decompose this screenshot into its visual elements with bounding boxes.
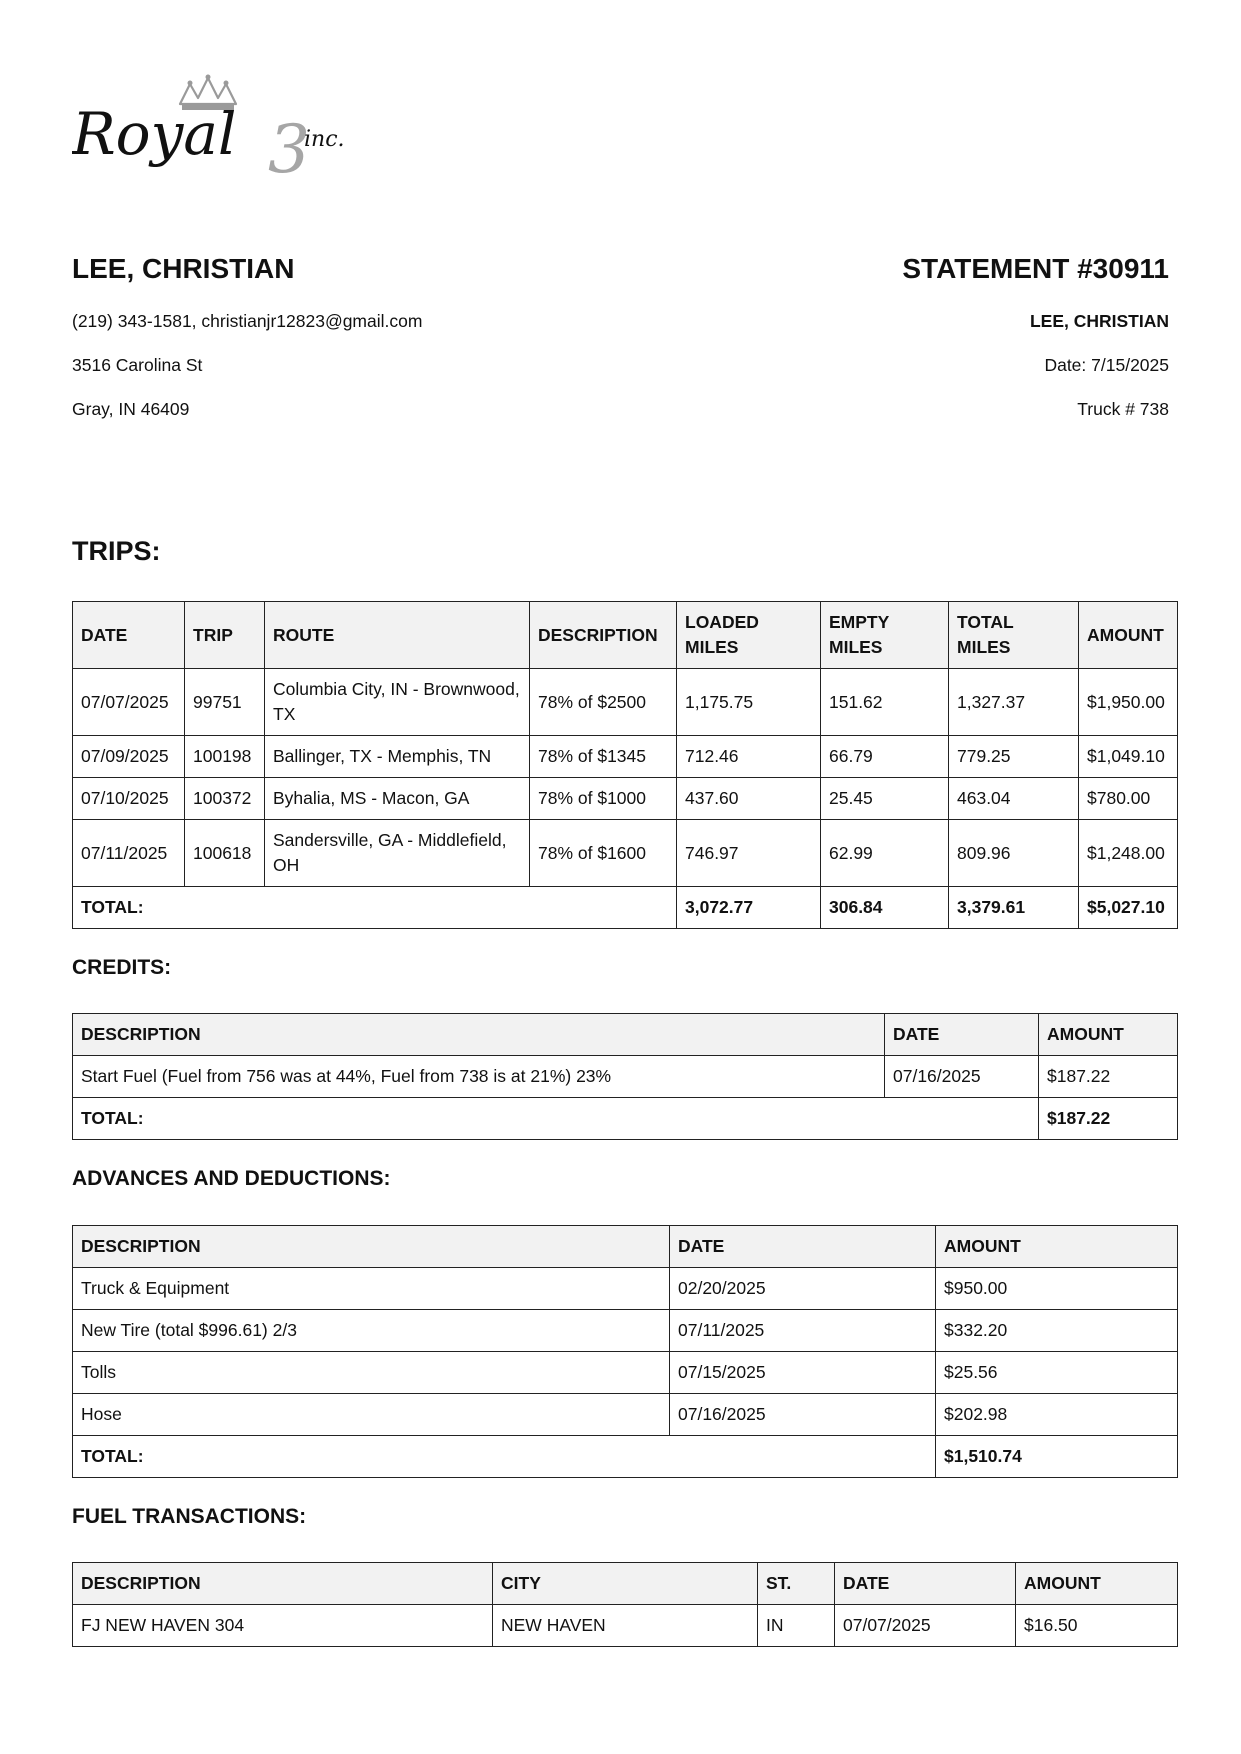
trips-total-loaded: 3,072.77 [677,887,821,929]
trip-total-miles: 1,327.37 [949,669,1079,736]
credit-amount: $187.22 [1039,1056,1178,1098]
deductions-total-label: TOTAL: [73,1436,936,1478]
statement-name: LEE, CHRISTIAN [1029,311,1169,331]
trip-date: 07/07/2025 [73,669,185,736]
trip-date: 07/11/2025 [73,820,185,887]
deduction-amount: $25.56 [936,1352,1178,1394]
driver-address-line1: 3516 Carolina St [72,355,203,375]
deduction-amount: $332.20 [936,1310,1178,1352]
deductions-header-row [73,1226,1178,1268]
trip-number: 100618 [185,820,265,887]
fuel-amount: $16.50 [1016,1605,1178,1647]
trips-header-description: DESCRIPTION [530,602,677,669]
deductions-total-amount: $1,510.74 [936,1436,1178,1478]
trip-amount: $1,049.10 [1079,736,1178,778]
trips-header-trip: TRIP [185,602,265,669]
deductions-title: ADVANCES AND DEDUCTIONS: [72,1167,391,1190]
deductions-header-date: DATE [670,1226,936,1268]
svg-text:3: 3 [268,111,310,188]
deduction-date: 07/11/2025 [670,1310,936,1352]
statement-truck: Truck # 738 [1077,399,1169,419]
fuel-date: 07/07/2025 [835,1605,1016,1647]
trip-number: 99751 [185,669,265,736]
trips-table [72,601,1178,929]
trip-description: 78% of $1000 [530,778,677,820]
trip-route: Columbia City, IN - Brownwood, TX [265,669,530,736]
trip-route: Ballinger, TX - Memphis, TN [265,736,530,778]
fuel-state: IN [758,1605,835,1647]
fuel-table [72,1562,1178,1647]
trip-loaded-miles: 712.46 [677,736,821,778]
trips-header-date: DATE [73,602,185,669]
driver-address-line2: Gray, IN 46409 [72,399,190,419]
driver-name: LEE, CHRISTIAN [72,253,295,284]
fuel-header-state: ST. [758,1563,835,1605]
trip-number: 100198 [185,736,265,778]
trip-description: 78% of $1600 [530,820,677,887]
deductions-total-row [73,1436,1178,1478]
driver-contact: (219) 343-1581, christianjr12823@gmail.com [72,311,423,331]
deductions-header-description: DESCRIPTION [73,1226,670,1268]
trip-loaded-miles: 746.97 [677,820,821,887]
deduction-date: 07/16/2025 [670,1394,936,1436]
table-row [73,669,1178,736]
fuel-header-description: DESCRIPTION [73,1563,493,1605]
trip-amount: $1,950.00 [1079,669,1178,736]
trips-header-total-miles: TOTAL MILES [949,602,1079,669]
fuel-header-city: CITY [493,1563,758,1605]
trip-empty-miles: 62.99 [821,820,949,887]
trip-amount: $1,248.00 [1079,820,1178,887]
statement-date: Date: 7/15/2025 [1044,355,1169,375]
fuel-header-amount: AMOUNT [1016,1563,1178,1605]
trips-total-label: TOTAL: [73,887,677,929]
trip-amount: $780.00 [1079,778,1178,820]
driver-info [72,250,422,420]
svg-text:Royal: Royal [72,100,237,168]
fuel-title: FUEL TRANSACTIONS: [72,1505,307,1528]
table-row [73,1352,1178,1394]
trips-header-amount: AMOUNT [1079,602,1178,669]
trip-number: 100372 [185,778,265,820]
deduction-description: Tolls [73,1352,670,1394]
trip-loaded-miles: 437.60 [677,778,821,820]
trip-route: Sandersville, GA - Middlefield, OH [265,820,530,887]
trip-loaded-miles: 1,175.75 [677,669,821,736]
trip-empty-miles: 151.62 [821,669,949,736]
credits-total-amount: $187.22 [1039,1098,1178,1140]
crown-logo-icon [72,72,392,202]
trips-total-amount: $5,027.10 [1079,887,1178,929]
credit-date: 07/16/2025 [885,1056,1039,1098]
trips-total-empty: 306.84 [821,887,949,929]
credits-header-row [73,1014,1178,1056]
trip-date: 07/10/2025 [73,778,185,820]
table-row [73,820,1178,887]
table-row [73,1310,1178,1352]
trip-route: Byhalia, MS - Macon, GA [265,778,530,820]
trips-title: TRIPS: [72,536,161,566]
deduction-description: New Tire (total $996.61) 2/3 [73,1310,670,1352]
credits-title: CREDITS: [72,956,172,979]
trip-empty-miles: 25.45 [821,778,949,820]
fuel-city: NEW HAVEN [493,1605,758,1647]
statement-info [902,250,1169,420]
trips-header-loaded-miles: LOADED MILES [677,602,821,669]
deduction-date: 07/15/2025 [670,1352,936,1394]
credits-header-amount: AMOUNT [1039,1014,1178,1056]
trips-header-route: ROUTE [265,602,530,669]
table-row [73,1394,1178,1436]
trips-total-row [73,887,1178,929]
deduction-date: 02/20/2025 [670,1268,936,1310]
credits-table [72,1013,1178,1140]
table-row [73,778,1178,820]
credit-description: Start Fuel (Fuel from 756 was at 44%, Fuel from 738 is at 21%) 23% [73,1056,885,1098]
credits-total-label: TOTAL: [73,1098,1039,1140]
trip-date: 07/09/2025 [73,736,185,778]
table-row [73,1605,1178,1647]
company-logo [72,72,392,202]
deduction-amount: $950.00 [936,1268,1178,1310]
credits-total-row [73,1098,1178,1140]
table-row [73,736,1178,778]
trips-header-empty-miles: EMPTY MILES [821,602,949,669]
trips-header-row [73,602,1178,669]
table-row [73,1268,1178,1310]
statement-title: STATEMENT #30911 [902,253,1169,284]
deductions-table [72,1225,1178,1478]
fuel-header-row [73,1563,1178,1605]
svg-text:inc.: inc. [304,127,345,152]
trip-description: 78% of $2500 [530,669,677,736]
trip-empty-miles: 66.79 [821,736,949,778]
fuel-description: FJ NEW HAVEN 304 [73,1605,493,1647]
fuel-header-date: DATE [835,1563,1016,1605]
trip-total-miles: 779.25 [949,736,1079,778]
deductions-header-amount: AMOUNT [936,1226,1178,1268]
deduction-description: Hose [73,1394,670,1436]
trip-total-miles: 809.96 [949,820,1079,887]
credits-header-description: DESCRIPTION [73,1014,885,1056]
deduction-description: Truck & Equipment [73,1268,670,1310]
trip-total-miles: 463.04 [949,778,1079,820]
trips-total-miles: 3,379.61 [949,887,1079,929]
table-row [73,1056,1178,1098]
trip-description: 78% of $1345 [530,736,677,778]
credits-header-date: DATE [885,1014,1039,1056]
deduction-amount: $202.98 [936,1394,1178,1436]
